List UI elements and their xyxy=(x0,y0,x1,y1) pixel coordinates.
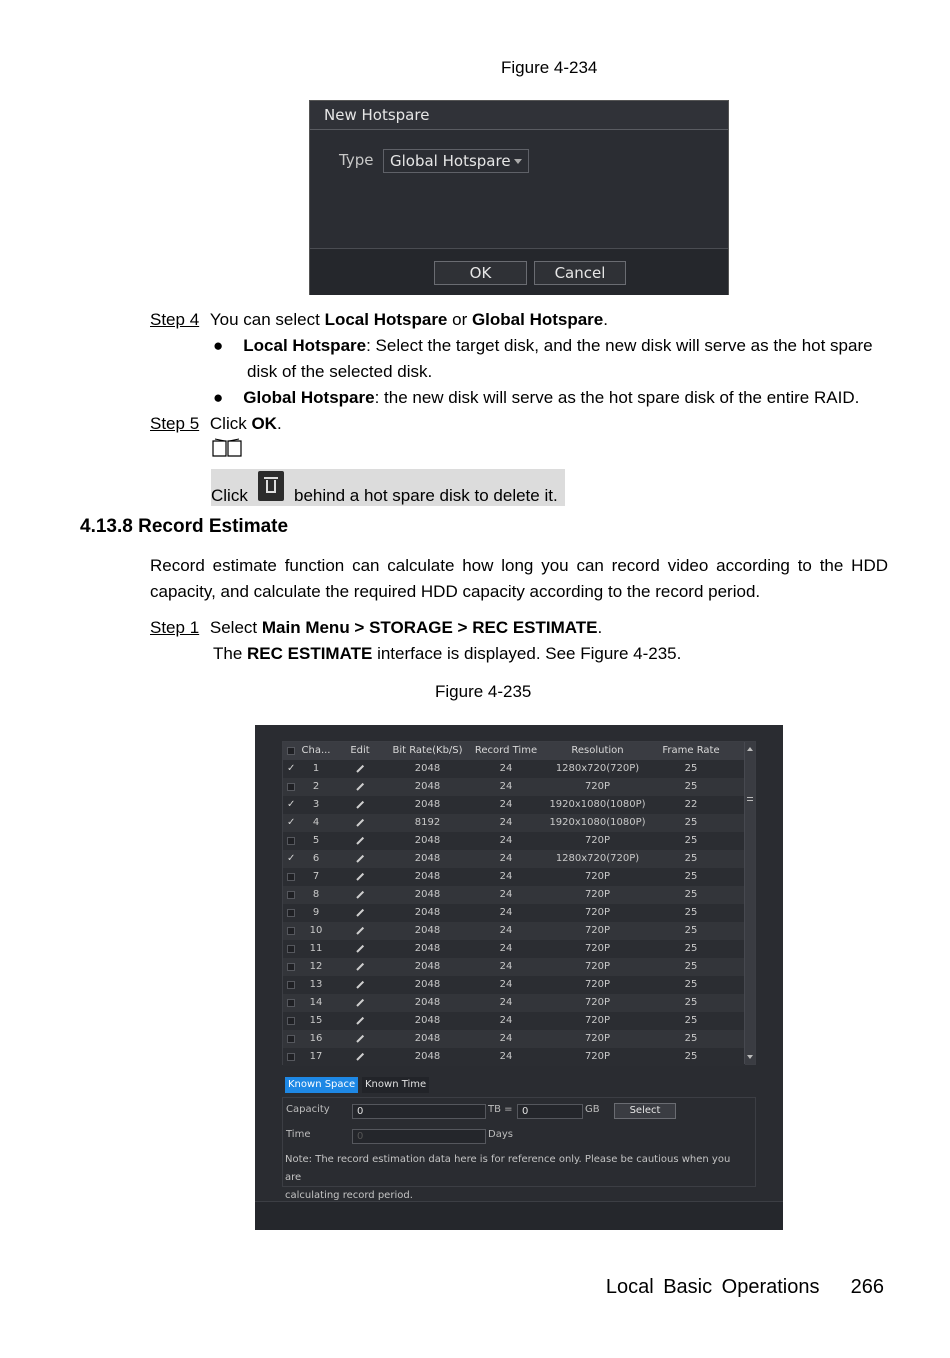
bold-term: Global Hotspare xyxy=(243,388,375,407)
header-frame-rate[interactable]: Frame Rate xyxy=(662,745,720,756)
step-label: Step 5 xyxy=(150,414,200,433)
check-icon[interactable]: ✓ xyxy=(287,799,296,810)
tab-known-time[interactable]: Known Time xyxy=(362,1077,429,1093)
cell-resolution: 720P xyxy=(584,979,611,990)
cell-frame-rate: 25 xyxy=(684,835,698,846)
cell-resolution: 720P xyxy=(584,871,611,882)
ok-button[interactable]: OK xyxy=(434,261,527,285)
cell-channel: 4 xyxy=(312,817,320,828)
cell-bitrate: 8192 xyxy=(414,817,441,828)
cell-resolution: 1280x720(720P) xyxy=(555,853,640,864)
cell-record-time: 24 xyxy=(499,1051,513,1062)
edit-icon[interactable] xyxy=(356,1053,364,1061)
table-row[interactable] xyxy=(283,778,745,796)
dialog-footer xyxy=(310,248,728,295)
edit-icon[interactable] xyxy=(356,783,364,791)
edit-icon[interactable] xyxy=(356,765,364,773)
cell-record-time: 24 xyxy=(499,1033,513,1044)
cell-bitrate: 2048 xyxy=(414,835,441,846)
bold-term: REC ESTIMATE xyxy=(247,644,373,663)
cell-resolution: 720P xyxy=(584,1051,611,1062)
bullet-local xyxy=(213,333,873,359)
cell-record-time: 24 xyxy=(499,997,513,1008)
step-text: or xyxy=(447,310,472,329)
cell-channel: 17 xyxy=(309,1051,323,1062)
cell-record-time: 24 xyxy=(499,817,513,828)
step-text: The xyxy=(213,644,248,663)
cell-frame-rate: 25 xyxy=(684,1015,698,1026)
table-row[interactable] xyxy=(283,994,745,1012)
cancel-button[interactable]: Cancel xyxy=(534,261,626,285)
check-icon[interactable]: ✓ xyxy=(287,853,296,864)
cell-channel: 10 xyxy=(309,925,323,936)
cell-resolution: 720P xyxy=(584,835,611,846)
tab-known-space[interactable]: Known Space xyxy=(285,1077,358,1093)
step-text: . xyxy=(597,618,603,637)
cell-channel: 16 xyxy=(309,1033,323,1044)
edit-icon[interactable] xyxy=(356,927,364,935)
new-hotspare-dialog xyxy=(309,100,729,295)
scroll-down-icon[interactable] xyxy=(747,1055,753,1059)
cell-resolution: 1920x1080(1080P) xyxy=(549,799,646,810)
cell-resolution: 1920x1080(1080P) xyxy=(549,817,646,828)
cell-channel: 13 xyxy=(309,979,323,990)
cell-channel: 11 xyxy=(309,943,323,954)
edit-icon[interactable] xyxy=(356,891,364,899)
estimate-note xyxy=(285,1151,745,1205)
row-checkbox[interactable] xyxy=(287,927,295,935)
cell-resolution: 720P xyxy=(584,781,611,792)
step-5-line xyxy=(150,411,282,437)
cell-record-time: 24 xyxy=(499,763,513,774)
cell-bitrate: 2048 xyxy=(414,1015,441,1026)
cell-resolution: 720P xyxy=(584,889,611,900)
cell-channel: 9 xyxy=(312,907,320,918)
note-text-pre: Click xyxy=(211,486,248,505)
table-header xyxy=(283,742,745,760)
cell-channel: 15 xyxy=(309,1015,323,1026)
bold-term: Global Hotspare xyxy=(471,310,604,329)
note-line: Note: The record estimation data here is for reference only. Please be cautious when you are xyxy=(285,1154,731,1183)
cell-bitrate: 2048 xyxy=(414,799,441,810)
edit-icon[interactable] xyxy=(356,909,364,917)
edit-icon[interactable] xyxy=(356,855,364,863)
cell-frame-rate: 25 xyxy=(684,763,698,774)
cell-bitrate: 2048 xyxy=(414,961,441,972)
cell-frame-rate: 25 xyxy=(684,1051,698,1062)
row-checkbox[interactable] xyxy=(287,945,295,953)
cell-record-time: 24 xyxy=(499,943,513,954)
paragraph-line: capacity, and calculate the required HDD capacity according to the record period. xyxy=(150,582,761,601)
table-scrollbar[interactable] xyxy=(744,742,755,1064)
type-select[interactable] xyxy=(383,149,529,173)
table-row[interactable] xyxy=(283,922,745,940)
cell-record-time: 24 xyxy=(499,871,513,882)
cell-record-time: 24 xyxy=(499,979,513,990)
cell-bitrate: 2048 xyxy=(414,781,441,792)
capacity-gb-input[interactable]: 0 xyxy=(517,1104,583,1119)
edit-icon[interactable] xyxy=(356,1035,364,1043)
check-icon[interactable]: ✓ xyxy=(287,763,296,774)
capacity-tb-input[interactable]: 0 xyxy=(352,1104,486,1119)
table-row[interactable] xyxy=(283,796,745,814)
panel-footer xyxy=(255,1201,783,1230)
cell-frame-rate: 25 xyxy=(684,817,698,828)
edit-icon[interactable] xyxy=(356,873,364,881)
chevron-down-icon xyxy=(514,159,522,164)
cell-frame-rate: 25 xyxy=(684,961,698,972)
cell-bitrate: 2048 xyxy=(414,1033,441,1044)
table-row[interactable] xyxy=(283,850,745,868)
step-4-line xyxy=(150,307,608,333)
cell-resolution: 720P xyxy=(584,1015,611,1026)
cell-resolution: 720P xyxy=(584,943,611,954)
book-icon xyxy=(211,438,243,458)
bold-term: Local Hotspare xyxy=(324,310,448,329)
table-row[interactable] xyxy=(283,1048,745,1066)
select-all-checkbox[interactable] xyxy=(287,747,295,755)
cell-frame-rate: 25 xyxy=(684,997,698,1008)
dialog-title: New Hotspare xyxy=(310,101,728,130)
bullet-text: : Select the target disk, and the new disk will serve as the hot spare xyxy=(366,336,873,355)
cell-frame-rate: 25 xyxy=(684,871,698,882)
cell-record-time: 24 xyxy=(499,781,513,792)
cell-frame-rate: 25 xyxy=(684,979,698,990)
step-text: You can select xyxy=(209,310,325,329)
cell-channel: 7 xyxy=(312,871,320,882)
table-row[interactable] xyxy=(283,904,745,922)
header-record-time[interactable]: Record Time xyxy=(474,745,538,756)
row-checkbox[interactable] xyxy=(287,1053,295,1061)
cell-resolution: 1280x720(720P) xyxy=(555,763,640,774)
cell-record-time: 24 xyxy=(499,925,513,936)
type-label: Type xyxy=(339,151,374,169)
section-heading: 4.13.8 Record Estimate xyxy=(80,516,289,537)
step-text: . xyxy=(603,310,608,329)
header-resolution[interactable]: Resolution xyxy=(571,745,624,756)
table-row[interactable] xyxy=(283,1012,745,1030)
check-icon[interactable]: ✓ xyxy=(287,817,296,828)
bullet-icon: ● xyxy=(213,388,224,407)
step-label: Step 4 xyxy=(150,310,200,329)
cell-frame-rate: 25 xyxy=(684,781,698,792)
header-channel[interactable]: Cha... xyxy=(301,745,331,756)
row-checkbox[interactable] xyxy=(287,981,295,989)
menu-path: Main Menu > STORAGE > REC ESTIMATE xyxy=(261,618,598,637)
channel-table xyxy=(282,741,756,1065)
header-bitrate[interactable]: Bit Rate(Kb/S) xyxy=(392,745,463,756)
cell-resolution: 720P xyxy=(584,1033,611,1044)
table-row[interactable] xyxy=(283,1030,745,1048)
cell-record-time: 24 xyxy=(499,1015,513,1026)
step-label: Step 1 xyxy=(150,618,200,637)
edit-icon[interactable] xyxy=(356,801,364,809)
cell-channel: 12 xyxy=(309,961,323,972)
row-checkbox[interactable] xyxy=(287,873,295,881)
table-row[interactable] xyxy=(283,760,745,778)
row-checkbox[interactable] xyxy=(287,891,295,899)
row-checkbox[interactable] xyxy=(287,963,295,971)
row-checkbox[interactable] xyxy=(287,999,295,1007)
paragraph-line: Record estimate function can calculate how long you can record video according to the HDD xyxy=(150,556,888,575)
table-row[interactable] xyxy=(283,814,745,832)
cell-frame-rate: 25 xyxy=(684,925,698,936)
step-text: . xyxy=(276,414,282,433)
bullet-icon: ● xyxy=(213,336,224,355)
cell-channel: 2 xyxy=(312,781,320,792)
cell-resolution: 720P xyxy=(584,907,611,918)
scroll-thumb[interactable] xyxy=(747,797,753,801)
edit-icon[interactable] xyxy=(356,819,364,827)
step-text: Click xyxy=(209,414,252,433)
table-row[interactable] xyxy=(283,868,745,886)
cell-bitrate: 2048 xyxy=(414,943,441,954)
row-checkbox[interactable] xyxy=(287,909,295,917)
row-checkbox[interactable] xyxy=(287,1035,295,1043)
cell-frame-rate: 25 xyxy=(684,1033,698,1044)
table-row[interactable] xyxy=(283,886,745,904)
scroll-up-icon[interactable] xyxy=(747,747,753,751)
figure-caption: Figure 4-234 xyxy=(501,58,598,77)
select-button[interactable]: Select xyxy=(614,1103,676,1119)
footer-section: Local Basic Operations xyxy=(605,1276,820,1298)
capacity-label: Capacity xyxy=(286,1104,330,1115)
cell-bitrate: 2048 xyxy=(414,1051,441,1062)
row-checkbox[interactable] xyxy=(287,837,295,845)
cell-channel: 14 xyxy=(309,997,323,1008)
cell-bitrate: 2048 xyxy=(414,871,441,882)
gb-label: GB xyxy=(585,1104,600,1115)
figure-caption: Figure 4-235 xyxy=(435,682,532,701)
cell-channel: 5 xyxy=(312,835,320,846)
bullet-global xyxy=(213,385,859,411)
step-1-line xyxy=(150,615,602,641)
bullet-local-cont: disk of the selected disk. xyxy=(247,362,433,381)
cell-bitrate: 2048 xyxy=(414,925,441,936)
edit-icon[interactable] xyxy=(356,837,364,845)
edit-icon[interactable] xyxy=(356,981,364,989)
row-checkbox[interactable] xyxy=(287,783,295,791)
cell-channel: 1 xyxy=(312,763,320,774)
cell-channel: 3 xyxy=(312,799,320,810)
bold-term: OK xyxy=(251,414,277,433)
cell-bitrate: 2048 xyxy=(414,853,441,864)
time-label: Time xyxy=(286,1129,311,1140)
cell-resolution: 720P xyxy=(584,961,611,972)
cell-resolution: 720P xyxy=(584,997,611,1008)
cell-record-time: 24 xyxy=(499,835,513,846)
cell-frame-rate: 25 xyxy=(684,853,698,864)
cell-record-time: 24 xyxy=(499,799,513,810)
cell-channel: 8 xyxy=(312,889,320,900)
row-checkbox[interactable] xyxy=(287,1017,295,1025)
cell-bitrate: 2048 xyxy=(414,907,441,918)
cell-record-time: 24 xyxy=(499,961,513,972)
trash-icon xyxy=(258,471,284,501)
step-text: interface is displayed. See Figure 4-235. xyxy=(372,644,682,663)
cell-bitrate: 2048 xyxy=(414,889,441,900)
days-label: Days xyxy=(488,1129,513,1140)
step-1-line-2 xyxy=(213,641,681,667)
cell-record-time: 24 xyxy=(499,889,513,900)
cell-frame-rate: 25 xyxy=(684,907,698,918)
type-select-value: Global Hotspare xyxy=(390,152,511,170)
table-row[interactable] xyxy=(283,976,745,994)
bold-term: Local Hotspare xyxy=(243,336,367,355)
tb-label: TB = xyxy=(488,1104,513,1115)
bullet-text: : the new disk will serve as the hot spare disk of the entire RAID. xyxy=(374,388,860,407)
page-number: 266 xyxy=(850,1276,884,1298)
table-row[interactable] xyxy=(283,832,745,850)
cell-record-time: 24 xyxy=(499,907,513,918)
cell-frame-rate: 25 xyxy=(684,943,698,954)
table-row[interactable] xyxy=(283,940,745,958)
time-input: 0 xyxy=(352,1129,486,1144)
cell-bitrate: 2048 xyxy=(414,997,441,1008)
cell-frame-rate: 22 xyxy=(684,799,698,810)
step-text: Select xyxy=(209,618,262,637)
cell-channel: 6 xyxy=(312,853,320,864)
cell-record-time: 24 xyxy=(499,853,513,864)
cell-resolution: 720P xyxy=(584,925,611,936)
table-row[interactable] xyxy=(283,958,745,976)
edit-icon[interactable] xyxy=(356,963,364,971)
note-text-post: behind a hot spare disk to delete it. xyxy=(294,486,558,505)
header-edit: Edit xyxy=(350,745,370,756)
page-footer xyxy=(606,1276,884,1299)
note-box xyxy=(211,469,565,506)
edit-icon[interactable] xyxy=(356,1017,364,1025)
cell-frame-rate: 25 xyxy=(684,889,698,900)
rec-estimate-panel xyxy=(255,725,783,1229)
cell-bitrate: 2048 xyxy=(414,763,441,774)
edit-icon[interactable] xyxy=(356,945,364,953)
cell-bitrate: 2048 xyxy=(414,979,441,990)
note-line: calculating record period. xyxy=(285,1190,413,1201)
edit-icon[interactable] xyxy=(356,999,364,1007)
